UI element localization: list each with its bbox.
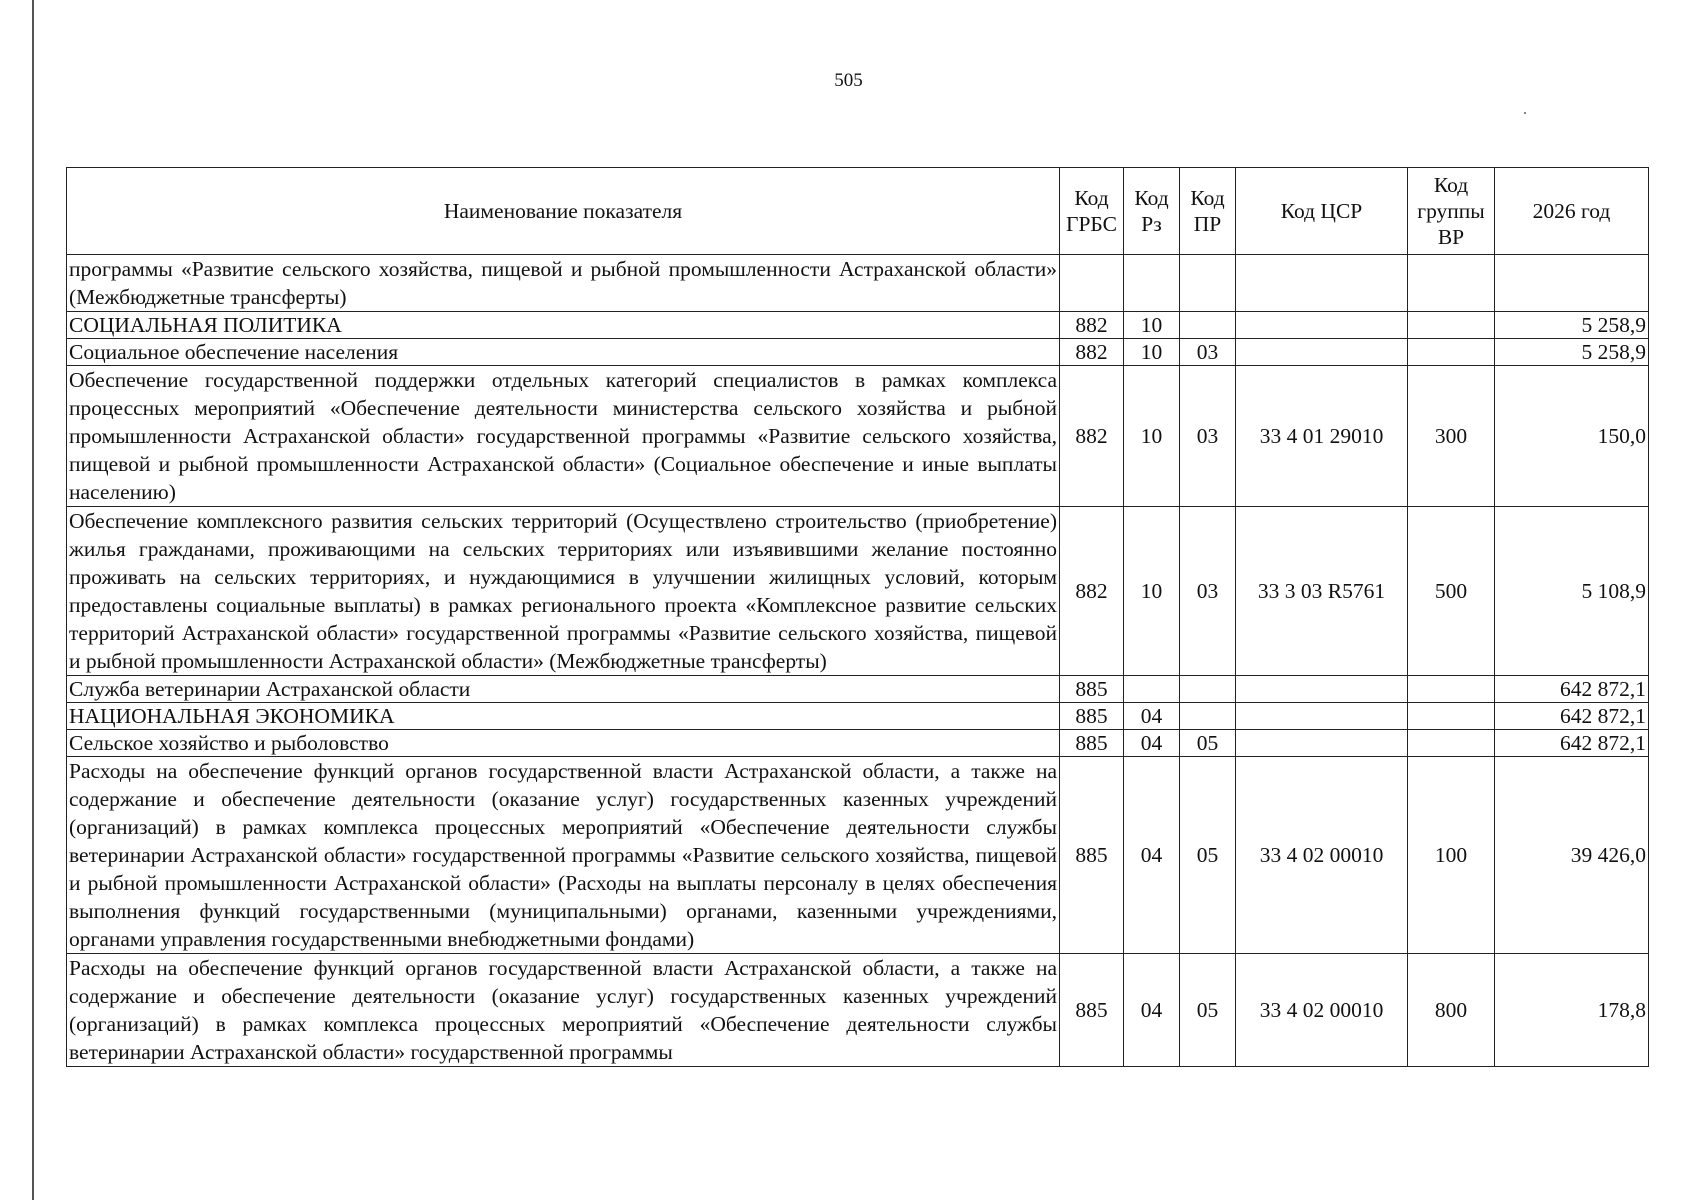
row-csr	[1236, 730, 1408, 757]
row-vr: 500	[1408, 507, 1495, 676]
row-rz	[1124, 255, 1180, 312]
table-row	[67, 757, 1649, 954]
header-pr: Код ПР	[1180, 168, 1236, 255]
row-name: Расходы на обеспечение функций органов государственной власти Астраханской области, а также на содержание и обеспечение деятельности (оказание услуг) государственных казенных учреждений (организаций) в рамках комплекса процессных мероприятий «Обеспечение деятельности службы ветеринарии Астраханской области» государственной программы «Развитие сельского хозяйства, пищевой и рыбной промышленности Астраханской области» (Расходы на выплаты персоналу в целях обеспечения выполнения функций государственными (муниципальными) органами, казенными учреждениями, органами управления государственными внебюджетными фондами)	[67, 757, 1060, 954]
row-grbs: 882	[1060, 312, 1124, 339]
row-csr	[1236, 312, 1408, 339]
row-amount: 150,0	[1495, 366, 1649, 507]
row-rz: 10	[1124, 339, 1180, 366]
row-pr	[1180, 255, 1236, 312]
row-rz: 04	[1124, 954, 1180, 1067]
row-name: Обеспечение государственной поддержки отдельных категорий специалистов в рамках комплекса процессных мероприятий «Обеспечение деятельности министерства сельского хозяйства и рыбной промышленности Астраханской области» государственной программы «Развитие сельского хозяйства, пищевой и рыбной промышленности Астраханской области» (Социальное обеспечение и иные выплаты населению)	[67, 366, 1060, 507]
row-pr: 05	[1180, 757, 1236, 954]
row-rz: 10	[1124, 366, 1180, 507]
row-pr: 05	[1180, 954, 1236, 1067]
row-rz	[1124, 676, 1180, 703]
row-name: СОЦИАЛЬНАЯ ПОЛИТИКА	[67, 312, 1060, 339]
table-row	[67, 366, 1649, 507]
budget-table	[66, 167, 1649, 1067]
row-rz: 04	[1124, 703, 1180, 730]
row-name: Расходы на обеспечение функций органов государственной власти Астраханской области, а также на содержание и обеспечение деятельности (оказание услуг) государственных казенных учреждений (организаций) в рамках комплекса процессных мероприятий «Обеспечение деятельности службы ветеринарии Астраханской области» государственной программы	[67, 954, 1060, 1067]
table-row	[67, 339, 1649, 366]
table-row	[67, 703, 1649, 730]
row-amount: 642 872,1	[1495, 730, 1649, 757]
row-vr: 800	[1408, 954, 1495, 1067]
table-row	[67, 676, 1649, 703]
row-grbs: 885	[1060, 676, 1124, 703]
scan-speck	[1524, 112, 1526, 114]
row-pr: 05	[1180, 730, 1236, 757]
row-grbs: 885	[1060, 703, 1124, 730]
row-pr: 03	[1180, 339, 1236, 366]
row-csr	[1236, 255, 1408, 312]
row-grbs: 885	[1060, 757, 1124, 954]
page-number: 505	[834, 70, 863, 91]
row-pr: 03	[1180, 366, 1236, 507]
row-name: Обеспечение комплексного развития сельских территорий (Осуществлено строительство (приобретение) жилья гражданами, проживающими на сельских территориях или изъявившими желание постоянно проживать на сельских территориях, и нуждающимися в улучшении жилищных условий, которым предоставлены социальные выплаты) в рамках регионального проекта «Комплексное развитие сельских территорий Астраханской области» государственной программы «Развитие сельского хозяйства, пищевой и рыбной промышленности Астраханской области» (Межбюджетные трансферты)	[67, 507, 1060, 676]
row-name: Социальное обеспечение населения	[67, 339, 1060, 366]
row-rz: 10	[1124, 312, 1180, 339]
row-pr	[1180, 703, 1236, 730]
row-csr: 33 3 03 R5761	[1236, 507, 1408, 676]
row-amount: 39 426,0	[1495, 757, 1649, 954]
row-pr	[1180, 676, 1236, 703]
row-vr	[1408, 703, 1495, 730]
table-row	[67, 954, 1649, 1067]
row-vr	[1408, 676, 1495, 703]
row-name: Служба ветеринарии Астраханской области	[67, 676, 1060, 703]
row-amount: 642 872,1	[1495, 703, 1649, 730]
table-row	[67, 507, 1649, 676]
row-csr	[1236, 703, 1408, 730]
header-csr: Код ЦСР	[1236, 168, 1408, 255]
row-pr: 03	[1180, 507, 1236, 676]
row-grbs: 885	[1060, 730, 1124, 757]
header-rz: Код Рз	[1124, 168, 1180, 255]
row-vr	[1408, 730, 1495, 757]
row-rz: 04	[1124, 757, 1180, 954]
left-margin-line	[32, 0, 34, 1200]
header-grbs: Код ГРБС	[1060, 168, 1124, 255]
row-grbs: 885	[1060, 954, 1124, 1067]
row-name: НАЦИОНАЛЬНАЯ ЭКОНОМИКА	[67, 703, 1060, 730]
header-year: 2026 год	[1495, 168, 1649, 255]
row-amount: 642 872,1	[1495, 676, 1649, 703]
row-grbs: 882	[1060, 507, 1124, 676]
row-amount: 5 258,9	[1495, 312, 1649, 339]
header-vr: Код группы ВР	[1408, 168, 1495, 255]
table-row	[67, 255, 1649, 312]
row-grbs: 882	[1060, 366, 1124, 507]
row-vr: 100	[1408, 757, 1495, 954]
row-grbs: 882	[1060, 339, 1124, 366]
table-header-row	[67, 168, 1649, 255]
row-amount: 178,8	[1495, 954, 1649, 1067]
row-rz: 04	[1124, 730, 1180, 757]
header-name: Наименование показателя	[67, 168, 1060, 255]
row-csr	[1236, 339, 1408, 366]
row-amount	[1495, 255, 1649, 312]
table-row	[67, 730, 1649, 757]
row-vr	[1408, 312, 1495, 339]
row-pr	[1180, 312, 1236, 339]
row-amount: 5 258,9	[1495, 339, 1649, 366]
row-name: программы «Развитие сельского хозяйства, пищевой и рыбной промышленности Астраханской области» (Межбюджетные трансферты)	[67, 255, 1060, 312]
row-csr: 33 4 02 00010	[1236, 757, 1408, 954]
row-rz: 10	[1124, 507, 1180, 676]
row-grbs	[1060, 255, 1124, 312]
row-amount: 5 108,9	[1495, 507, 1649, 676]
row-csr	[1236, 676, 1408, 703]
table-row	[67, 312, 1649, 339]
row-csr: 33 4 02 00010	[1236, 954, 1408, 1067]
row-csr: 33 4 01 29010	[1236, 366, 1408, 507]
row-vr: 300	[1408, 366, 1495, 507]
row-vr	[1408, 255, 1495, 312]
row-vr	[1408, 339, 1495, 366]
row-name: Сельское хозяйство и рыболовство	[67, 730, 1060, 757]
